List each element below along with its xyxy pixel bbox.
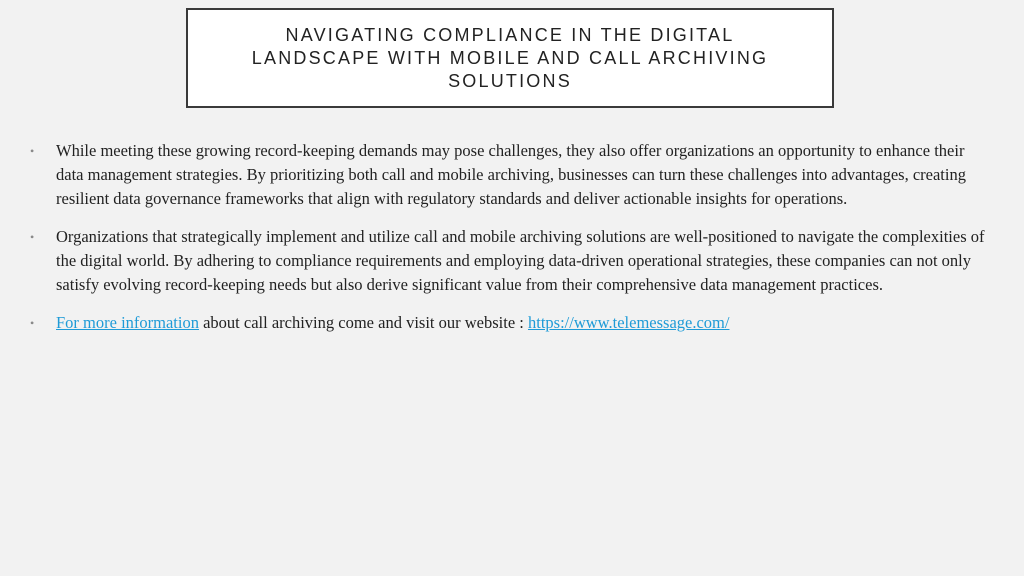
bullet-marker: •: [30, 230, 35, 244]
bullet-text: about call archiving come and visit our website :: [198, 313, 528, 332]
bullet-marker: •: [30, 316, 35, 330]
bullet-text: Organizations that strategically implement and utilize call and mobile archiving solutions are well-positioned to navigate the complexities of the digital world. By adhering to compliance requirements and employing data-driven operational strategies, these companies can not only satisfy evolving record-keeping needs but also derive significant value from their comprehensive data management practices.: [56, 227, 985, 294]
bullet-item-3: [30, 311, 996, 335]
website-url-link[interactable]: https://www.telemessage.com/: [527, 313, 730, 332]
bullet-text: While meeting these growing record-keeping demands may pose challenges, they also offer organizations an opportunity to enhance their data management strategies. By prioritizing both call and mobile archiving, businesses can turn these challenges into advantages, creating resilient data governance frameworks that align with regulatory standards and deliver actionable insights for operations.: [56, 141, 966, 208]
slide-title: NAVIGATING COMPLIANCE IN THE DIGITAL LANDSCAPE WITH MOBILE AND CALL ARCHIVING SOLUTIONS: [251, 24, 769, 91]
bullet-marker: •: [30, 144, 35, 158]
slide-content: [30, 139, 996, 349]
more-information-link[interactable]: For more information: [56, 313, 199, 332]
title-box: [186, 8, 834, 108]
bullet-item-1: [30, 139, 996, 211]
bullet-item-2: [30, 225, 996, 297]
